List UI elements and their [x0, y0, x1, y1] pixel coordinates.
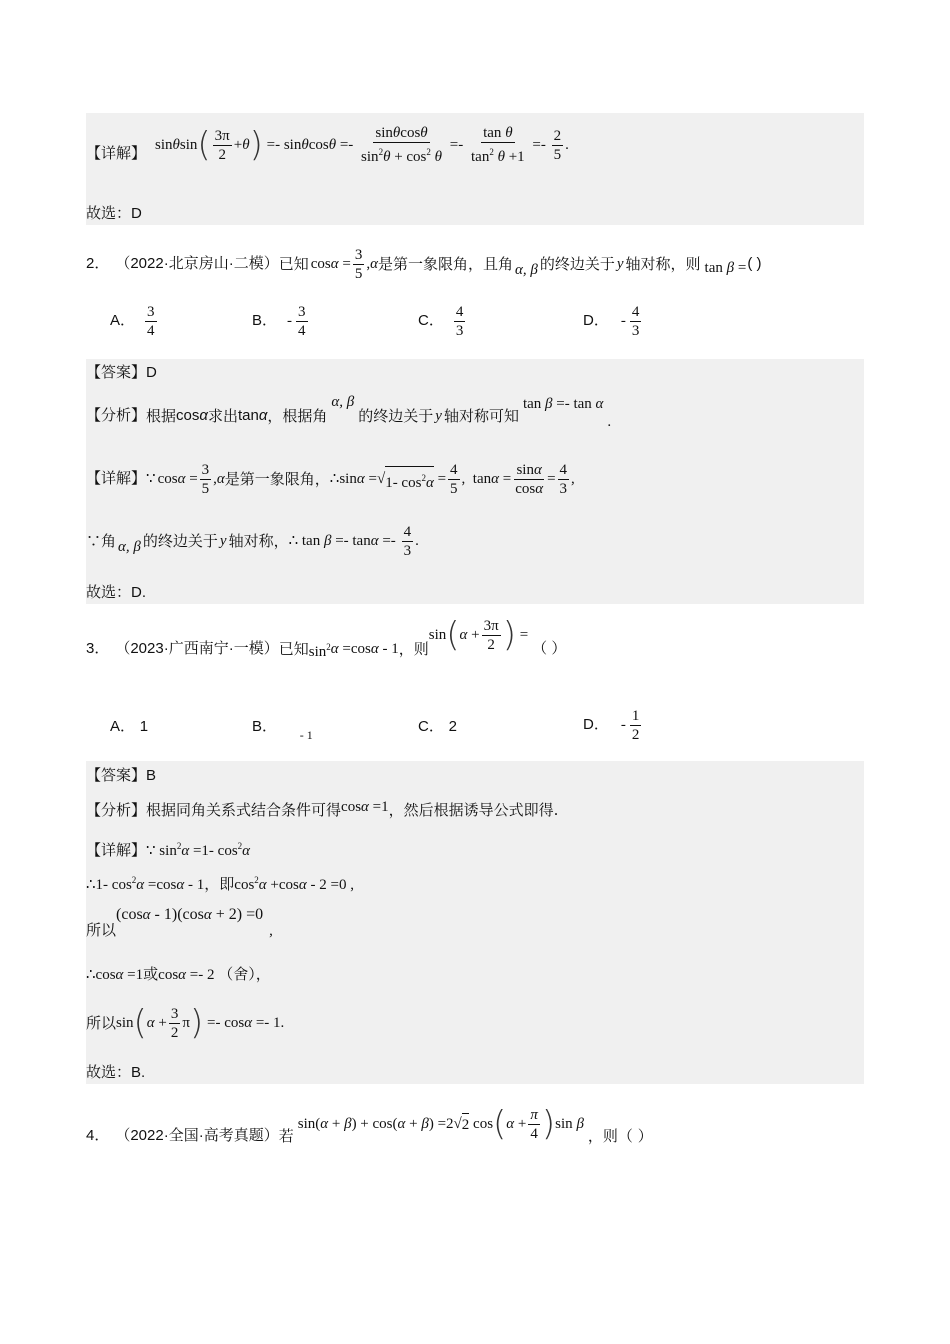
q2-option-d[interactable]: D． - 4 3: [583, 303, 640, 339]
q3-detail-line-1: 【详解】∵ $\sin^2\alpha =1-$ $\cos^2\alpha$: [86, 841, 251, 859]
q2-analysis-line: 【分析】 根据 cos α 求出 tan α ，根据角 α, β 的终边关于 y 轴对称可知 tan β =- tan α .: [86, 394, 612, 430]
q1-detail-line: [86, 143, 146, 164]
q3-stem: 3． （2023·广西南宁·一模） 已知 $\sin^2$ α =cos α - 1 ，则 sin ( α + $\frac{3\pi}{2}$ ) = （ ）: [86, 615, 567, 660]
q1-conclusion: 故选：D: [86, 205, 142, 222]
q3-detail-line-2: ∴1- $\cos^2\alpha =\cos\alpha - 1$，即$\cos^2\alpha +\cos\alpha - 2 =0$ ,: [86, 875, 354, 893]
q2-option-b[interactable]: B． - 3 4: [252, 303, 306, 339]
q3-option-b[interactable]: B． $_{- 1}$: [252, 718, 313, 742]
q2-detail-line-2: ∵角 α, β 的终边关于 y 轴对称， ∴ tan β =- tan α =- $\frac{4}{3}$ .: [86, 523, 419, 559]
q3-option-c[interactable]: C． 2: [418, 718, 457, 735]
q2-stem: 2． （2022·北京房山·二模） 已知 cos α = $\frac{3}{5}$ , α 是第一象限角，且角 α, β 的终边关于 y 轴对称，则 tan β = ( ): [86, 246, 762, 282]
q2-answer-line: 【答案】D: [86, 364, 157, 381]
q3-option-a[interactable]: A． 1: [110, 718, 149, 735]
q3-detail-line-4: ∴cosα =1或cosα =- 2 （舍），: [86, 965, 271, 983]
q2-detail-line: 【详解】 ∵ cos α = $\frac{3}{5}$ , α 是第一象限角， ∴ sin α =√ 1- $\cos^2\alpha$ = $\frac{4}{5}$ , tan α = $\frac{\sin\alpha}{\cos\alpha}$ = $\frac{4}{3}$ ,: [86, 461, 575, 497]
q4-stem: 4． （2022·全国·高考真题） 若 sin( α + β ) + cos( α + β ) =2√ 2 cos ( α + $\frac{\pi}{4}$ ) sin β ，则（ ）: [86, 1104, 653, 1145]
q3-answer-line: 【答案】B: [86, 767, 157, 784]
q2-option-a[interactable]: A． 3 4: [110, 303, 155, 339]
q2-option-c[interactable]: C． 4 3: [418, 303, 464, 339]
q3-option-d[interactable]: D． - 1 2: [583, 707, 640, 743]
q3-analysis-line: 【分析】根据同角关系式结合条件可得cosα =1，然后根据诱导公式即得.: [86, 799, 559, 819]
q3-detail-line-5: 所以 sin ( α + $\frac{3}{2}$ π ) =- cos α =- 1.: [86, 1003, 285, 1043]
q3-detail-line-3: 所以(cosα - 1)(cosα + 2) =0,: [86, 906, 273, 939]
q3-conclusion: 故选：B.: [86, 1064, 146, 1081]
q1-detail-formula: sin θ sin ( $\frac{3\pi}{2}$ + θ ) =- sin θ cos θ =- $\frac{\sin\theta\cos\theta}{\sin^2\theta + \cos^2 \theta}$ =- $\frac{\text{tan θ}}{\tan^2 \theta +1}$ =- $\frac{2}{5}$ .: [155, 125, 569, 165]
q2-conclusion: 故选：D.: [86, 584, 147, 601]
detail-label: 【详解】: [86, 145, 147, 162]
